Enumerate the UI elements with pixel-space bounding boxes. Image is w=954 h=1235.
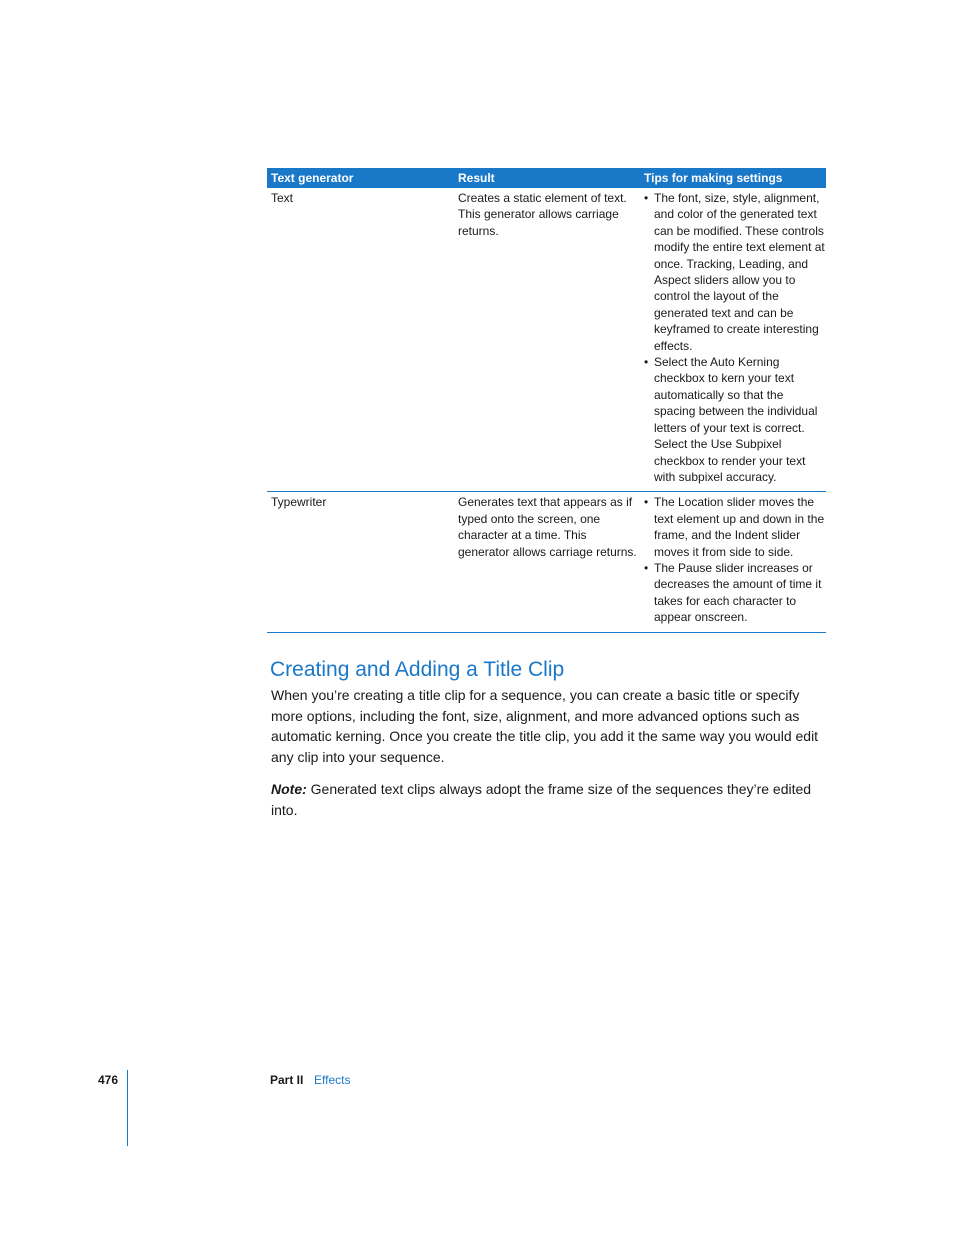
header-tips: Tips for making settings: [644, 171, 783, 185]
footer-section-link[interactable]: Effects: [314, 1073, 351, 1087]
tip-item: • The Pause slider increases or decreases the amount of time it takes for each character to appear onscreen.: [644, 560, 826, 626]
table-row: [267, 492, 826, 632]
cell-tips: [640, 494, 826, 625]
tip-item: • Select the Auto Kerning checkbox to kern your text automatically so that the spacing between the individual letters of your text is correct. Select the Use Subpixel checkbox to render your text with subpixel accuracy.: [644, 354, 826, 485]
cell-generator: Typewriter: [271, 495, 327, 510]
tip-item: • The Location slider moves the text element up and down in the frame, and the Indent slider moves it from side to side.: [644, 494, 826, 560]
header-result: Result: [458, 171, 495, 185]
cell-result: Generates text that appears as if typed onto the screen, one character at a time. This generator allows carriage returns.: [458, 495, 637, 559]
note-text: Generated text clips always adopt the frame size of the sequences they’re edited into.: [271, 781, 812, 818]
cell-generator: Text: [271, 191, 294, 205]
footer-divider: [127, 1070, 128, 1146]
generator-table: [267, 168, 826, 633]
section-body: When you’re creating a title clip for a sequence, you can create a basic title or specify more options, including the font, size, alignment, and more advanced options such as automatic kerning. Once you create the title clip, you add it the same way you would edit any clip into your sequence.: [271, 687, 819, 765]
table-header: [267, 168, 826, 188]
table-row: [267, 188, 826, 492]
page-number: 476: [98, 1073, 119, 1087]
footer-part: Part II: [270, 1073, 304, 1087]
header-generator: Text generator: [271, 171, 354, 185]
cell-result: Creates a static element of text. This generator allows carriage returns.: [458, 191, 627, 238]
note-paragraph: [271, 779, 826, 820]
tip-item: • The font, size, style, alignment, and color of the generated text can be modified. These controls modify the entire text element at once. Tracking, Leading, and Aspect sliders allow you to control the layout of the generated text and can be keyframed to create interesting effects.: [644, 190, 826, 354]
cell-tips: [640, 190, 826, 485]
note-label: Note:: [271, 781, 307, 797]
section-heading: Creating and Adding a Title Clip: [270, 658, 565, 681]
